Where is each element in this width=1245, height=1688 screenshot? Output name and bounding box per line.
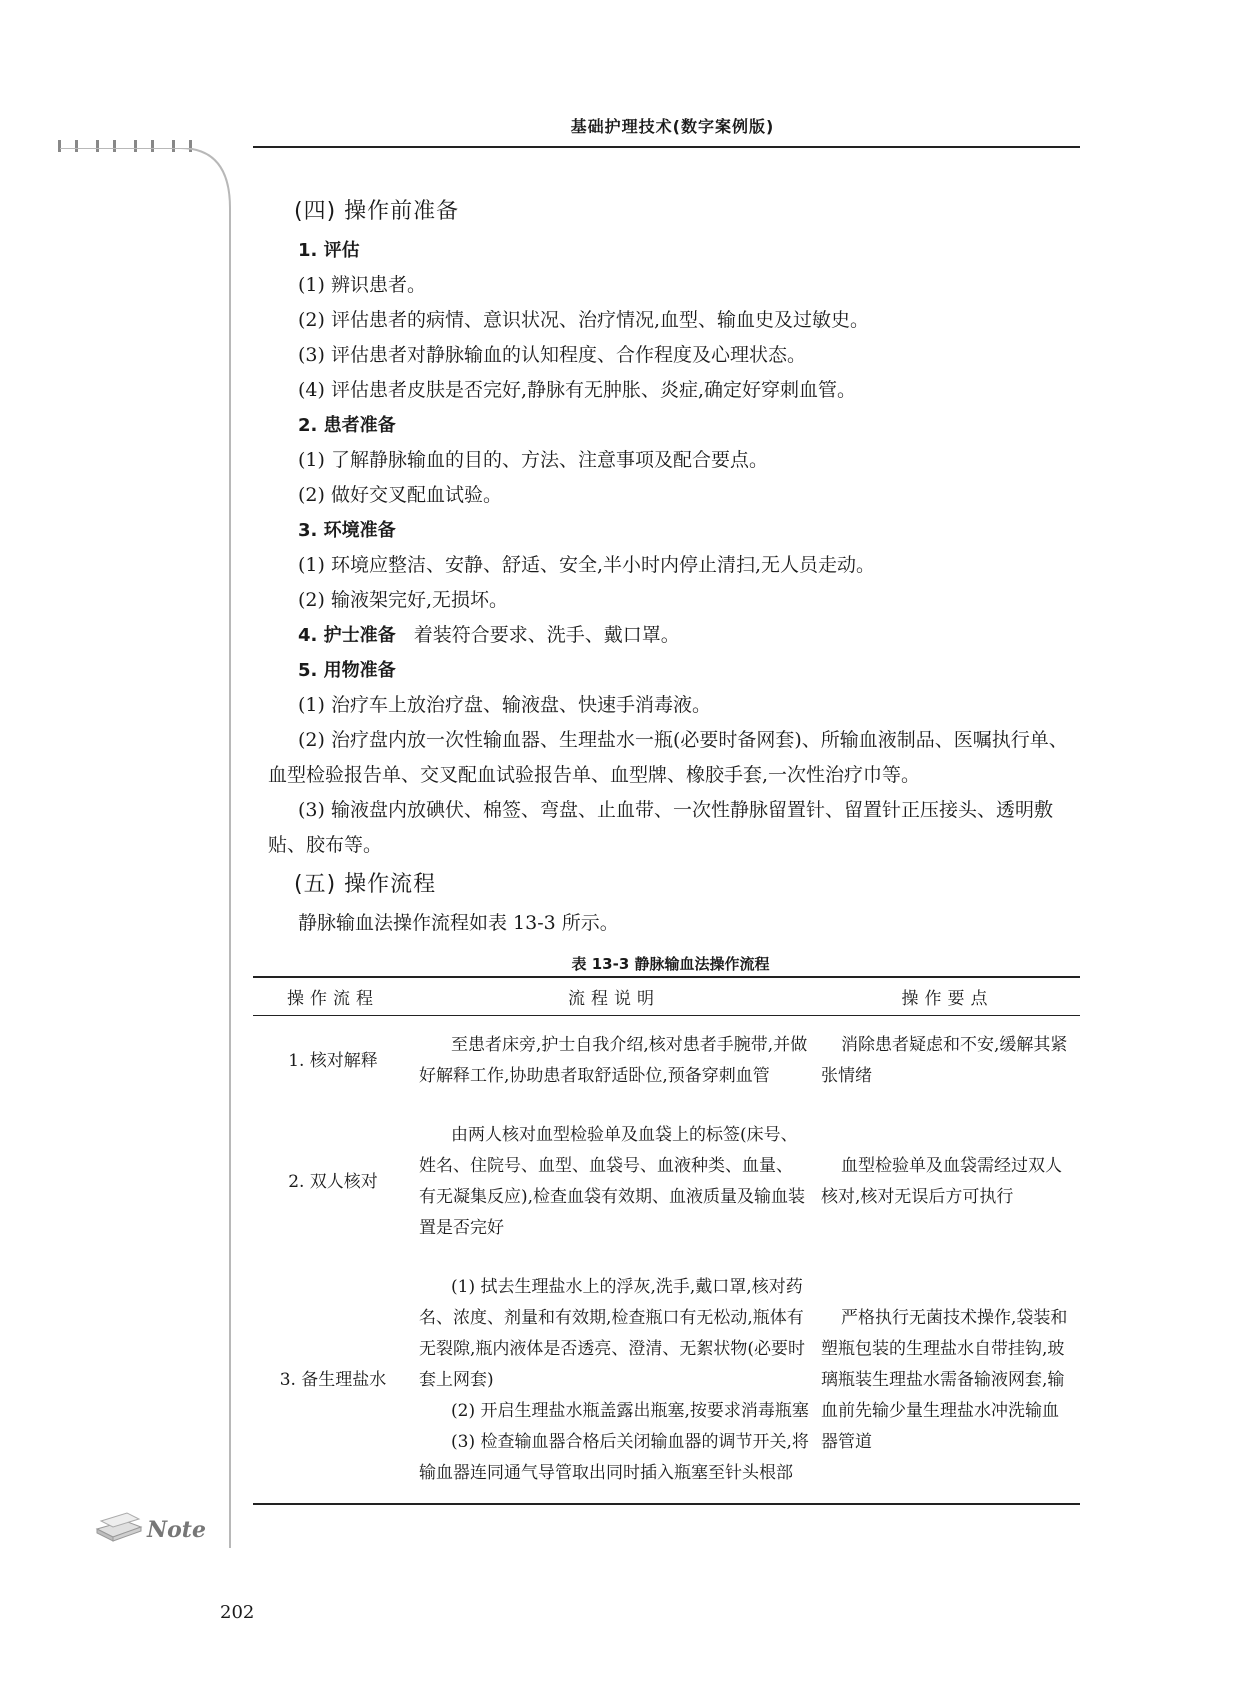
list-item: (4) 评估患者皮肤是否完好,静脉有无肿胀、炎症,确定好穿刺血管。: [298, 379, 857, 401]
nurse-prep-text: 着装符合要求、洗手、戴口罩。: [413, 624, 680, 646]
column-header: 流程说明: [413, 977, 815, 1016]
subsection-title: 5. 用物准备: [298, 660, 396, 681]
key-point-cell: 严格执行无菌技术操作,袋装和塑瓶包装的生理盐水自带挂钩,玻璃瓶装生理盐水需备输液网套,输血前先输少量生理盐水冲洗输血器管道: [815, 1258, 1080, 1504]
subsection-title: 2. 患者准备: [298, 415, 396, 436]
list-item: (2) 做好交叉配血试验。: [298, 484, 502, 506]
table-header-row: [253, 977, 1080, 1016]
list-item: (1) 了解静脉输血的目的、方法、注意事项及配合要点。: [298, 449, 768, 471]
table-caption: 表 13-3 静脉输血法操作流程: [571, 955, 770, 973]
header-rule: [253, 146, 1080, 148]
table-row: [253, 1106, 1080, 1258]
section-heading: (四) 操作前准备: [294, 199, 460, 224]
description-cell: [413, 1016, 815, 1107]
subsection-title: 1. 评估: [298, 240, 360, 261]
nurse-prep-line: [298, 618, 1083, 653]
note-logo: [95, 1507, 206, 1543]
list-item: (3) 输液盘内放碘伏、棉签、弯盘、止血带、一次性静脉留置针、留置针正压接头、透明敷贴、胶布等。: [268, 799, 1053, 856]
column-header: 操作要点: [815, 977, 1080, 1016]
list-item: (3) 评估患者对静脉输血的认知程度、合作程度及心理状态。: [298, 344, 806, 366]
running-header-title: 基础护理技术(数字案例版): [570, 117, 775, 136]
description-text: 由两人核对血型检验单及血袋上的标签(床号、姓名、住院号、血型、血袋号、血液种类、血量、有无凝集反应),检查血袋有效期、血液质量及输血装置是否完好: [419, 1125, 806, 1238]
list-item: (2) 治疗盘内放一次性输血器、生理盐水一瓶(必要时备网套)、所输血液制品、医嘱执行单、血型检验报告单、交叉配血试验报告单、血型牌、橡胶手套,一次性治疗巾等。: [268, 729, 1068, 786]
list-item: (2) 评估患者的病情、意识状况、治疗情况,血型、输血史及过敏史。: [298, 309, 869, 331]
list-item: (2) 输液架完好,无损坏。: [298, 589, 508, 611]
step-cell: 2. 双人核对: [288, 1171, 378, 1192]
key-point-cell: 血型检验单及血袋需经过双人核对,核对无误后方可执行: [821, 1156, 1062, 1207]
intro-text: 静脉输血法操作流程如表 13-3 所示。: [298, 912, 619, 934]
description-text: (1) 拭去生理盐水上的浮灰,洗手,戴口罩,核对药名、浓度、剂量和有效期,检查瓶口有无松动,瓶体有无裂隙,瓶内液体是否透亮、澄清、无絮状物(必要时套上网套): [419, 1277, 806, 1390]
section-heading: (五) 操作流程: [294, 872, 437, 897]
list-item: (1) 辨识患者。: [298, 274, 426, 296]
main-content: [268, 190, 1083, 992]
table-row: [253, 1016, 1080, 1107]
step-cell: 3. 备生理盐水: [253, 1258, 413, 1504]
description-text: (2) 开启生理盐水瓶盖露出瓶塞,按要求消毒瓶塞: [451, 1401, 809, 1421]
description-cell: [413, 1106, 815, 1258]
note-label: Note: [147, 1517, 206, 1543]
procedure-table: [253, 976, 1080, 1505]
description-cell: [413, 1258, 815, 1504]
description-text: (3) 检查输血器合格后关闭输血器的调节开关,将输血器连同通气导管取出同时插入瓶塞至针头根部: [419, 1432, 809, 1483]
book-icon: [95, 1507, 143, 1543]
column-header: 操作流程: [253, 977, 413, 1016]
subsection-title: 4. 护士准备: [298, 625, 396, 646]
subsection-title: 3. 环境准备: [298, 520, 396, 541]
margin-curve-decoration: [60, 148, 240, 1548]
key-point-cell: 消除患者疑虑和不安,缓解其紧张情绪: [821, 1035, 1068, 1086]
list-item: (1) 环境应整洁、安静、舒适、安全,半小时内停止清扫,无人员走动。: [298, 554, 876, 576]
description-text: 至患者床旁,护士自我介绍,核对患者手腕带,并做好解释工作,协助患者取舒适卧位,预备穿刺血管: [419, 1035, 808, 1086]
step-cell: 1. 核对解释: [288, 1050, 378, 1071]
table-row: [253, 1258, 1080, 1504]
page-number: 202: [220, 1602, 255, 1623]
list-item: (1) 治疗车上放治疗盘、输液盘、快速手消毒液。: [298, 694, 711, 716]
